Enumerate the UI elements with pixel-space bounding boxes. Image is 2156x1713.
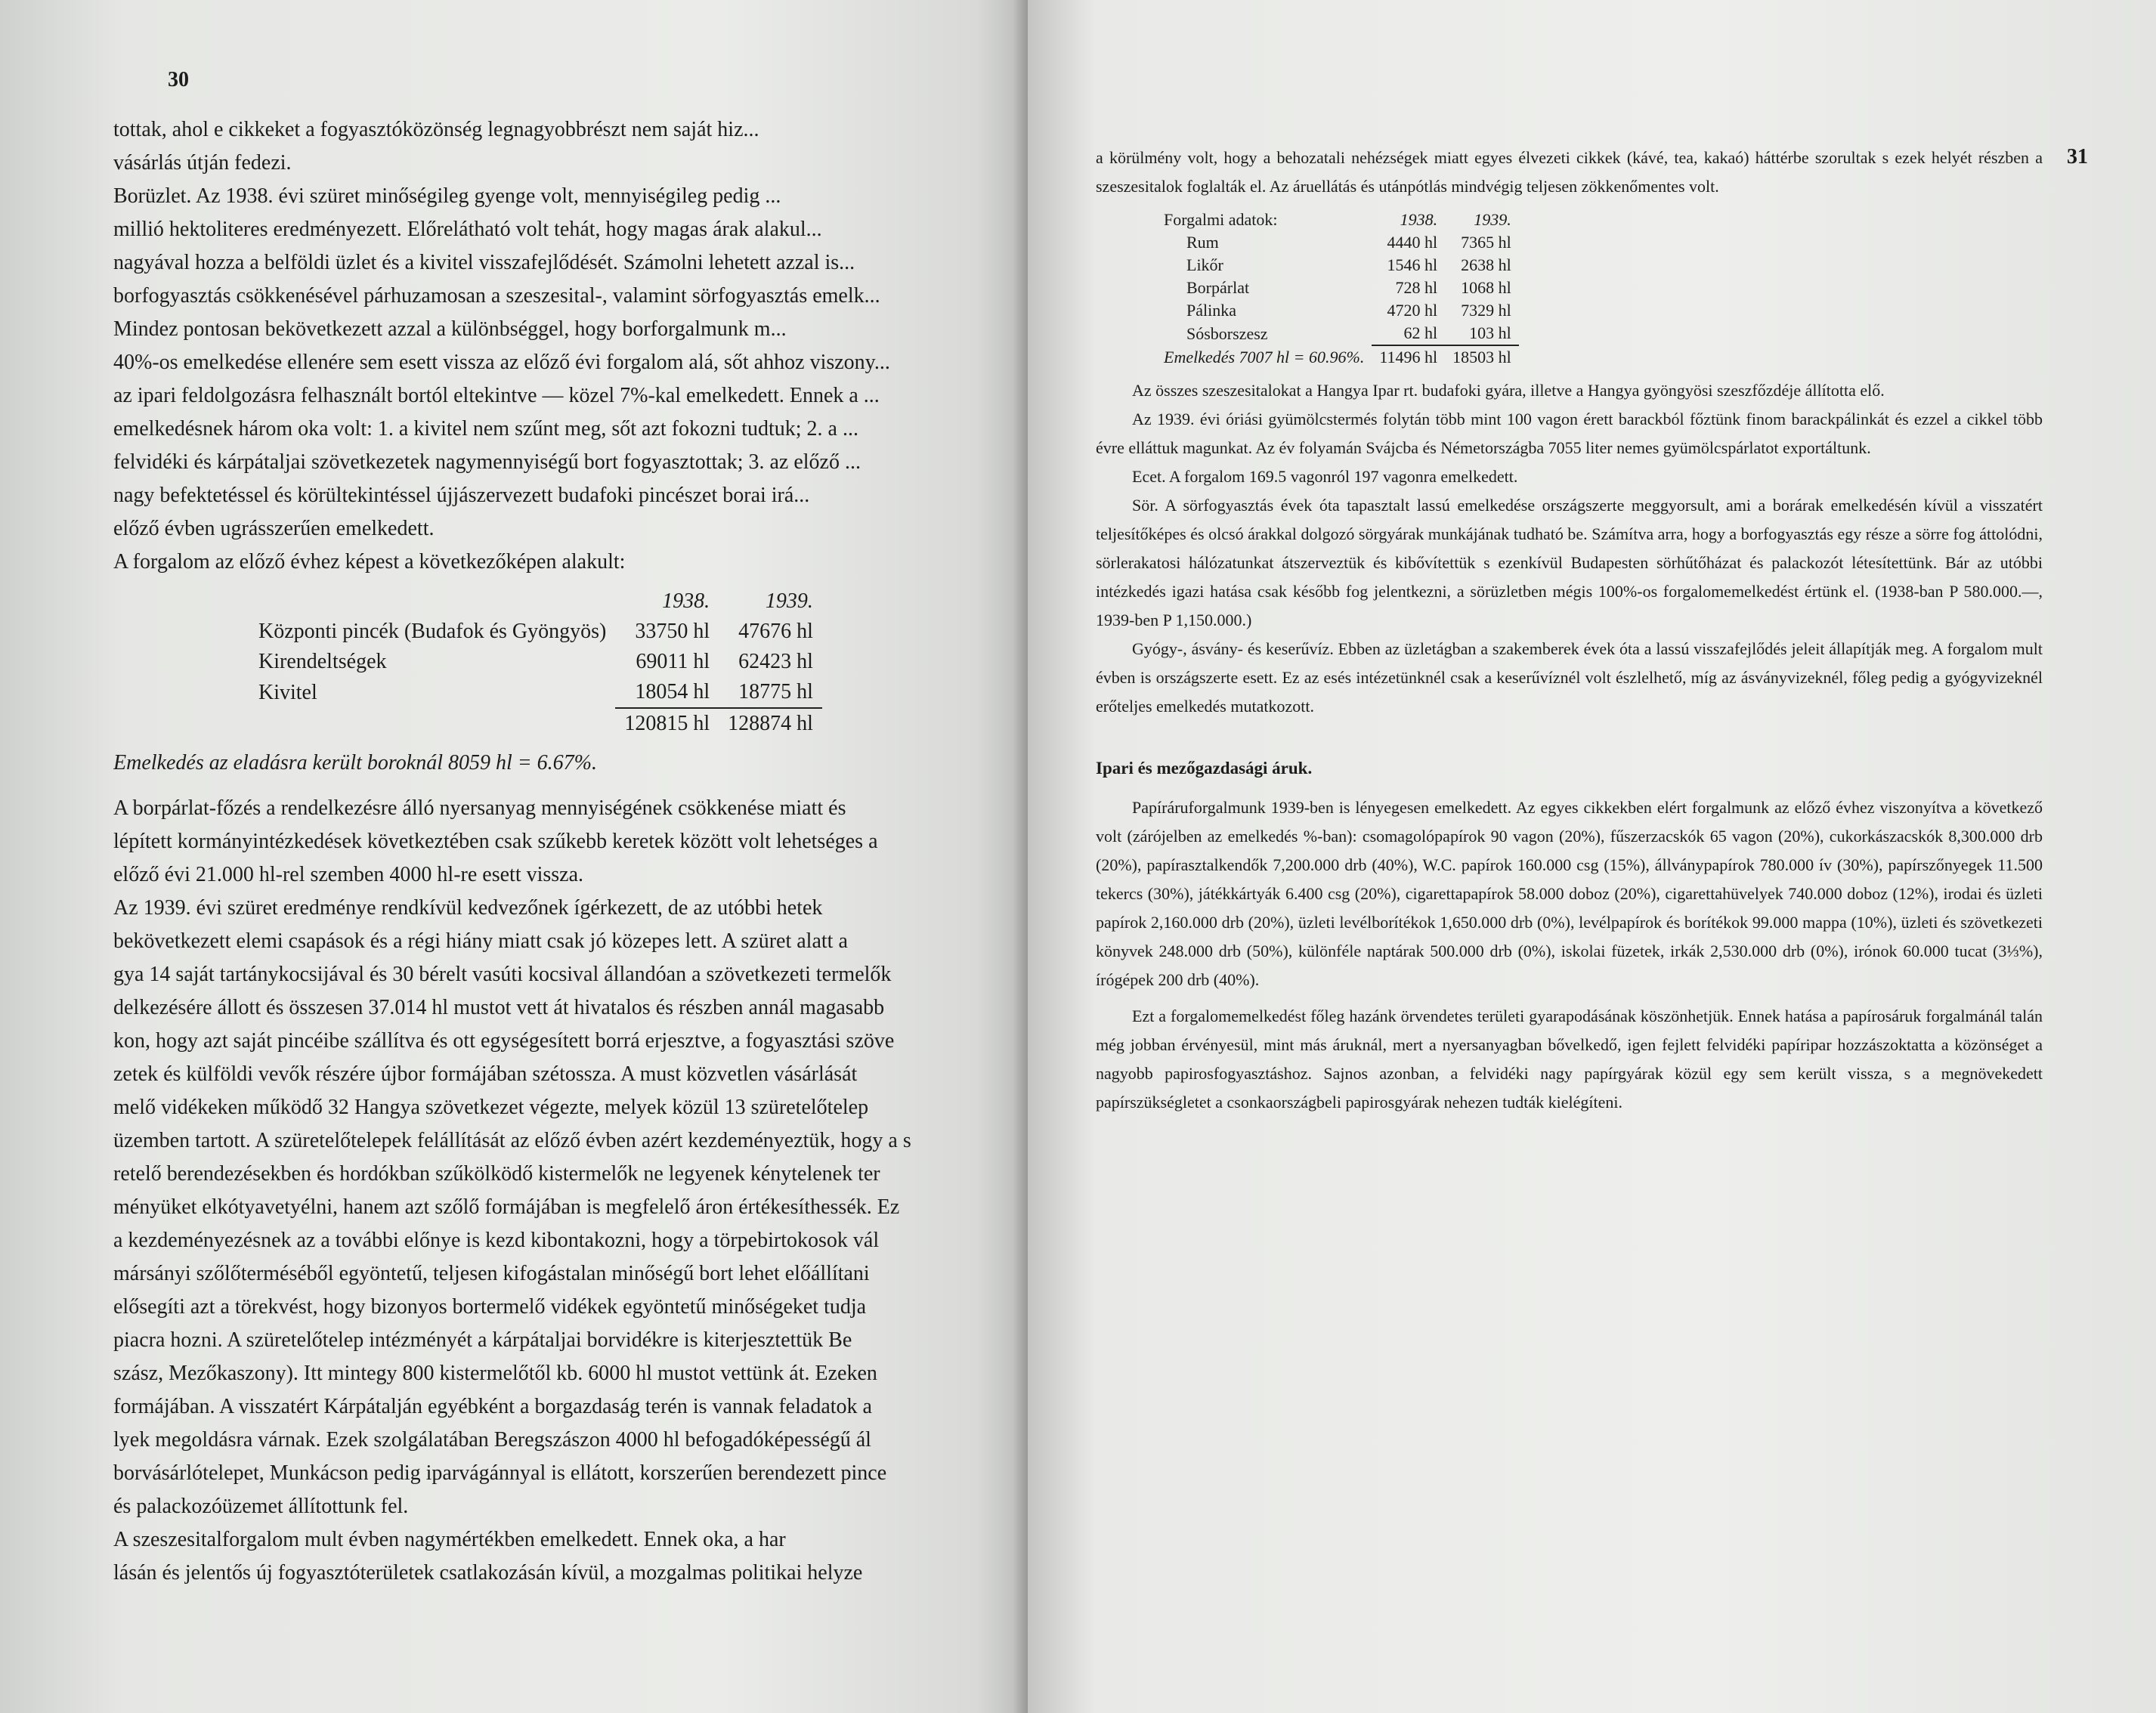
text-line: tottak, ahol e cikkeket a fogyasztóközönség legnagyobbrészt nem saját hiz... [113, 118, 759, 141]
table-row [1156, 231, 1519, 254]
text-line: lásán és jelentős új fogyasztóterületek csatlakozásán kívül, a mozgalmas politikai helyze [113, 1561, 863, 1585]
table-row [1156, 254, 1519, 277]
text-line: borvásárlótelepet, Munkácson pedig iparvágánnyal is ellátott, korszerűen berendezett pince [113, 1461, 887, 1485]
text-line: nagyával hozza a belföldi üzlet és a kivitel visszafejlődését. Számolni lehetett azzal is... [113, 251, 855, 274]
row-label: Kirendeltségek [258, 650, 387, 673]
text-line: vásárlás útján fedezi. [113, 151, 292, 175]
row-value-1938: 33750 hl [635, 620, 710, 643]
left-year-1939: 1939. [765, 589, 813, 613]
right-page-number: 31 [2067, 145, 2088, 169]
right-table-caption: Forgalmi adatok: [1164, 210, 1278, 229]
row-value-1939: 47676 hl [738, 620, 813, 643]
table-row [1156, 299, 1519, 322]
text-line: előző évi 21.000 hl-rel szemben 4000 hl-re esett vissza. [113, 863, 584, 886]
row-label: Sósborszesz [1186, 323, 1268, 343]
right-spirits-table [1096, 209, 2043, 369]
text-line: felvidéki és kárpátaljai szövetkezetek nagymennyiségű bort fogyasztottak; 3. az előző ... [113, 450, 861, 474]
row-label: Központi pincék (Budafok és Gyöngyös) [258, 620, 607, 643]
text-line: kon, hogy azt saját pincéibe szállítva és ott egységesített borrá erjesztve, a fogyasztási szöve [113, 1029, 895, 1053]
right-paragraph: Az összes szeszesitalokat a Hangya Ipar rt. budafoki gyára, illetve a Hangya gyöngyösi szeszfőzdéje állította elő. [1132, 381, 1885, 400]
left-increase-note: Emelkedés az eladásra került boroknál 8059 hl = 6.67%. [113, 751, 597, 775]
left-page-number: 30 [168, 68, 189, 91]
text-line: lyek megoldásra várnak. Ezek szolgálatában Beregszászon 4000 hl befogadóképességű ál [113, 1428, 871, 1452]
text-line: és palackozóüzemet állítottunk fel. [113, 1495, 409, 1518]
text-line: Az 1939. évi szüret eredménye rendkívül kedvezőnek ígérkezett, de az utóbbi hetek [113, 896, 823, 920]
text-line: a kezdeményezésnek az a további előnye is kezd kibontakozni, hogy a törpebirtokosok vál [113, 1229, 880, 1252]
right-page [1028, 0, 2156, 1713]
row-label: Borpárlat [1186, 278, 1250, 297]
text-line: A forgalom az előző évhez képest a következőképen alakult: [113, 550, 626, 574]
left-total-1938: 120815 hl [615, 708, 719, 739]
row-label: Rum [1186, 233, 1219, 252]
right-paragraphs [1096, 376, 2043, 721]
left-total-1939: 128874 hl [719, 708, 822, 739]
right-year-1938: 1938. [1400, 210, 1438, 229]
row-value-1938: 728 hl [1395, 278, 1438, 297]
text-line: zetek és külföldi vevők részére újbor formájában szétossza. A must közvetlen vásárlását [113, 1062, 858, 1086]
text-line: mársányi szőlőterméséből egyöntetű, teljesen kifogástalan minőségű bort lehet előállítani [113, 1262, 870, 1285]
text-line: gya 14 saját tartánykocsijával és 30 bérelt vasúti kocsival állandóan a szövetkezeti termelők [113, 963, 892, 986]
text-line: nagy befektetéssel és körültekintéssel újjászervezett budafoki pincészet borai irá... [113, 484, 810, 507]
row-value-1938: 69011 hl [636, 650, 710, 673]
row-value-1939: 62423 hl [738, 650, 813, 673]
table-row [1156, 277, 1519, 299]
left-text-block [113, 113, 998, 579]
row-value-1939: 18775 hl [738, 680, 813, 703]
row-value-1939: 2638 hl [1461, 255, 1511, 274]
right-paragraph: Ecet. A forgalom 169.5 vagonról 197 vagonra emelkedett. [1132, 467, 1518, 486]
right-summary-label: Emelkedés 7007 hl = 60.96%. [1164, 347, 1365, 366]
left-page [0, 0, 1028, 1713]
section-heading: Ipari és mezőgazdasági áruk. [1096, 759, 1313, 778]
text-line: üzemben tartott. A szüretelőtelepek felállítását az előző évben azért kezdeményeztük, hogy a s [113, 1129, 911, 1152]
left-year-1938: 1938. [662, 589, 710, 613]
table-row [249, 617, 822, 647]
text-line: melő vidékeken működő 32 Hangya szövetkezet végezte, melyek közül 13 szüretelőtelep [113, 1096, 869, 1119]
closing-paragraph: Ezt a forgalomemelkedést főleg hazánk örvendetes területi gyarapodásának köszönhetjük. Ennek hatása a papírosáruk forgalmánál talán még jobban érvényesül, mint más áruknál, mert a nyersanyagban bővelkedő, igen fejlett felvidéki papíripar hozzászoktatta a közönséget a nagyobb papirosfogyasztáshoz. Sajnos azonban, a felvidéki nagy papírgyárak közül egy sem került vissza, s a megnövekedett papírszükségletet a csonkaországbeli papirosgyárak nehezen tudták kielégíteni. [1096, 1006, 2043, 1112]
text-line: bekövetkezett elemi csapások és a régi hiány miatt csak jó közepes lett. A szüret alatt a [113, 929, 848, 953]
paper-paragraph: Papíráruforgalmunk 1939-ben is lényegesen emelkedett. Az egyes cikkekben elért forgalmunk az előző évhez viszonyítva a következő volt (zárójelben az emelkedés %-ban): csomagolópapírok 90 vagon (20%), fűszerzacskók 65 vagon (20%), cukorkászacskók 8,300.000 drb (20%), papírasztalkendők 7,200.000 drb (40%), W.C. papírok 160.000 csg (15%), állványpapírok 780.000 ív (30%), papírszőnyegek 11.500 tekercs (30%), játékkártyák 6.400 csg (20%), cigarettapapírok 58.000 doboz (20%), cigarettahüvelyek 740.000 doboz (12%), irodai és üzleti papírok 2,160.000 drb (20%), üzleti levélborítékok 1,650.000 drb (0%), levélpapírok és borítékok 99.000 mappa (10%), üzleti és szövetkezeti könyvek 248.000 drb (50%), különféle naptárak 500.000 drb (0%), iskolai füzetek, irkák 2,530.000 drb (0%), irónok 60.000 tucat (3⅓%), írógépek 200 drb (40%). [1096, 798, 2043, 989]
table-row [249, 677, 822, 708]
row-label: Pálinka [1186, 301, 1236, 320]
text-line: retelő berendezésekben és hordókban szűkölködő kistermelők ne legyenek kénytelenek ter [113, 1162, 880, 1186]
text-line: emelkedésnek három oka volt: 1. a kivitel nem szűnt meg, sőt azt fokozni tudtuk; 2. a ... [113, 417, 858, 441]
table-row [249, 647, 822, 677]
right-total-1939: 18503 hl [1445, 345, 1519, 369]
right-total-1938: 11496 hl [1372, 345, 1445, 369]
right-paragraph: Sör. A sörfogyasztás évek óta tapasztalt lassú emelkedése országszerte meggyorsult, ami a borárak emelkedésén kívül a visszatért teljesítőképes és olcsó árakkal dolgozó sörgyárak munkájának tudható be. Számítva arra, hogy a borfogyasztás egy része a sörre fog áttolódni, sörlerakatosi hálózatunkat átszerveztük és kibővítettük s ezenkívül Budapesten sörhűtőházat és palackozót létesítettünk. Bár az utóbbi intézkedés igazi hatása csak később fog jelentkezni, a sörüzletben mégis 100%-os forgalomemelkedést értünk el. (1938-ban P 580.000.—, 1939-ben P 1,150.000.) [1096, 496, 2043, 629]
right-intro: a körülmény volt, hogy a behozatali nehézségek miatt egyes élvezeti cikkek (kávé, tea, kakaó) háttérbe szorultak s ezek helyét részben a szeszesitalok foglalták el. Az áruellátás és utánpótlás mindvégig teljesen zökkenőmentes volt. [1096, 148, 2043, 196]
text-line: A szeszesitalforgalom mult évben nagymértékben emelkedett. Ennek oka, a har [113, 1528, 786, 1551]
row-value-1938: 1546 hl [1387, 255, 1438, 274]
row-value-1938: 4440 hl [1387, 233, 1438, 252]
row-label: Likőr [1186, 255, 1223, 274]
text-line: elősegíti azt a törekvést, hogy bizonyos bortermelő vidékek egyöntetű minőségeket tudja [113, 1295, 867, 1319]
text-line: formájában. A visszatért Kárpátalján egyébként a borgazdaság terén is vannak feladatok a [113, 1395, 872, 1418]
text-line: delkezésére állott és összesen 37.014 hl mustot vett át hivatalos és részben annál magasabb [113, 996, 885, 1019]
text-line: ményüket elkótyavetyélni, hanem azt szőlő formájában is megfelelő áron értékesíthessék. Ez [113, 1195, 900, 1219]
left-text-block-2 [113, 792, 998, 1590]
left-wine-table [249, 586, 998, 739]
text-line: az ipari feldolgozásra felhasznált bortól eltekintve — közel 7%-kal emelkedett. Ennek a ... [113, 384, 880, 407]
text-line: A borpárlat-főzés a rendelkezésre álló nyersanyag mennyiségének csökkenése miatt és [113, 796, 846, 820]
row-value-1938: 62 hl [1403, 323, 1438, 342]
text-line: Mindez pontosan bekövetkezett azzal a különbséggel, hogy borforgalmunk m... [113, 317, 787, 341]
row-value-1939: 7329 hl [1461, 301, 1511, 320]
row-value-1939: 1068 hl [1461, 278, 1511, 297]
table-row [1156, 322, 1519, 345]
text-line: lépített kormányintézkedések következtében csak szűkebb keretek között volt lehetséges a [113, 830, 878, 853]
text-line: Borüzlet. Az 1938. évi szüret minőségileg gyenge volt, mennyiségileg pedig ... [113, 184, 781, 208]
text-line: millió hektoliteres eredményezett. Előrelátható volt tehát, hogy magas árak alakul... [113, 218, 822, 241]
row-value-1939: 103 hl [1469, 323, 1511, 342]
text-line: előző évben ugrásszerűen emelkedett. [113, 517, 435, 540]
text-line: 40%-os emelkedése ellenére sem esett vissza az előző évi forgalom alá, sőt ahhoz viszony... [113, 351, 890, 374]
right-year-1939: 1939. [1474, 210, 1511, 229]
right-paragraph: Az 1939. évi óriási gyümölcstermés folytán több mint 100 vagon érett barackból főztünk finom barackpálinkát és ezzel a cikkel több évre elláttuk magunkat. Az év folyamán Svájcba és Németországba 7055 liter nemes gyümölcspárlatot exportáltunk. [1096, 410, 2043, 457]
row-value-1938: 4720 hl [1387, 301, 1438, 320]
text-line: piacra hozni. A szüretelőtelep intézményét a kárpátaljai borvidékre is kiterjesztettük Be [113, 1328, 852, 1352]
row-value-1939: 7365 hl [1461, 233, 1511, 252]
right-paragraph: Gyógy-, ásvány- és keserűvíz. Ebben az üzletágban a szakemberek évek óta a lassú visszafejlődés jeleit állapítják meg. A forgalom mult évben is országszerte esett. Ez az esés intézetünknél csak a keserűvíznél volt észlelhető, míg az ásványvizeknél, főleg pedig a gyógyvizeknél erőteljes emelkedés mutatkozott. [1096, 639, 2043, 716]
text-line: borfogyasztás csökkenésével párhuzamosan a szeszesital-, valamint sörfogyasztás emelk... [113, 284, 880, 308]
text-line: szász, Mezőkaszony). Itt mintegy 800 kistermelőtől kb. 6000 hl mustot vettünk át. Ezeken [113, 1362, 877, 1385]
row-value-1938: 18054 hl [635, 680, 710, 703]
row-label: Kivitel [258, 680, 317, 704]
